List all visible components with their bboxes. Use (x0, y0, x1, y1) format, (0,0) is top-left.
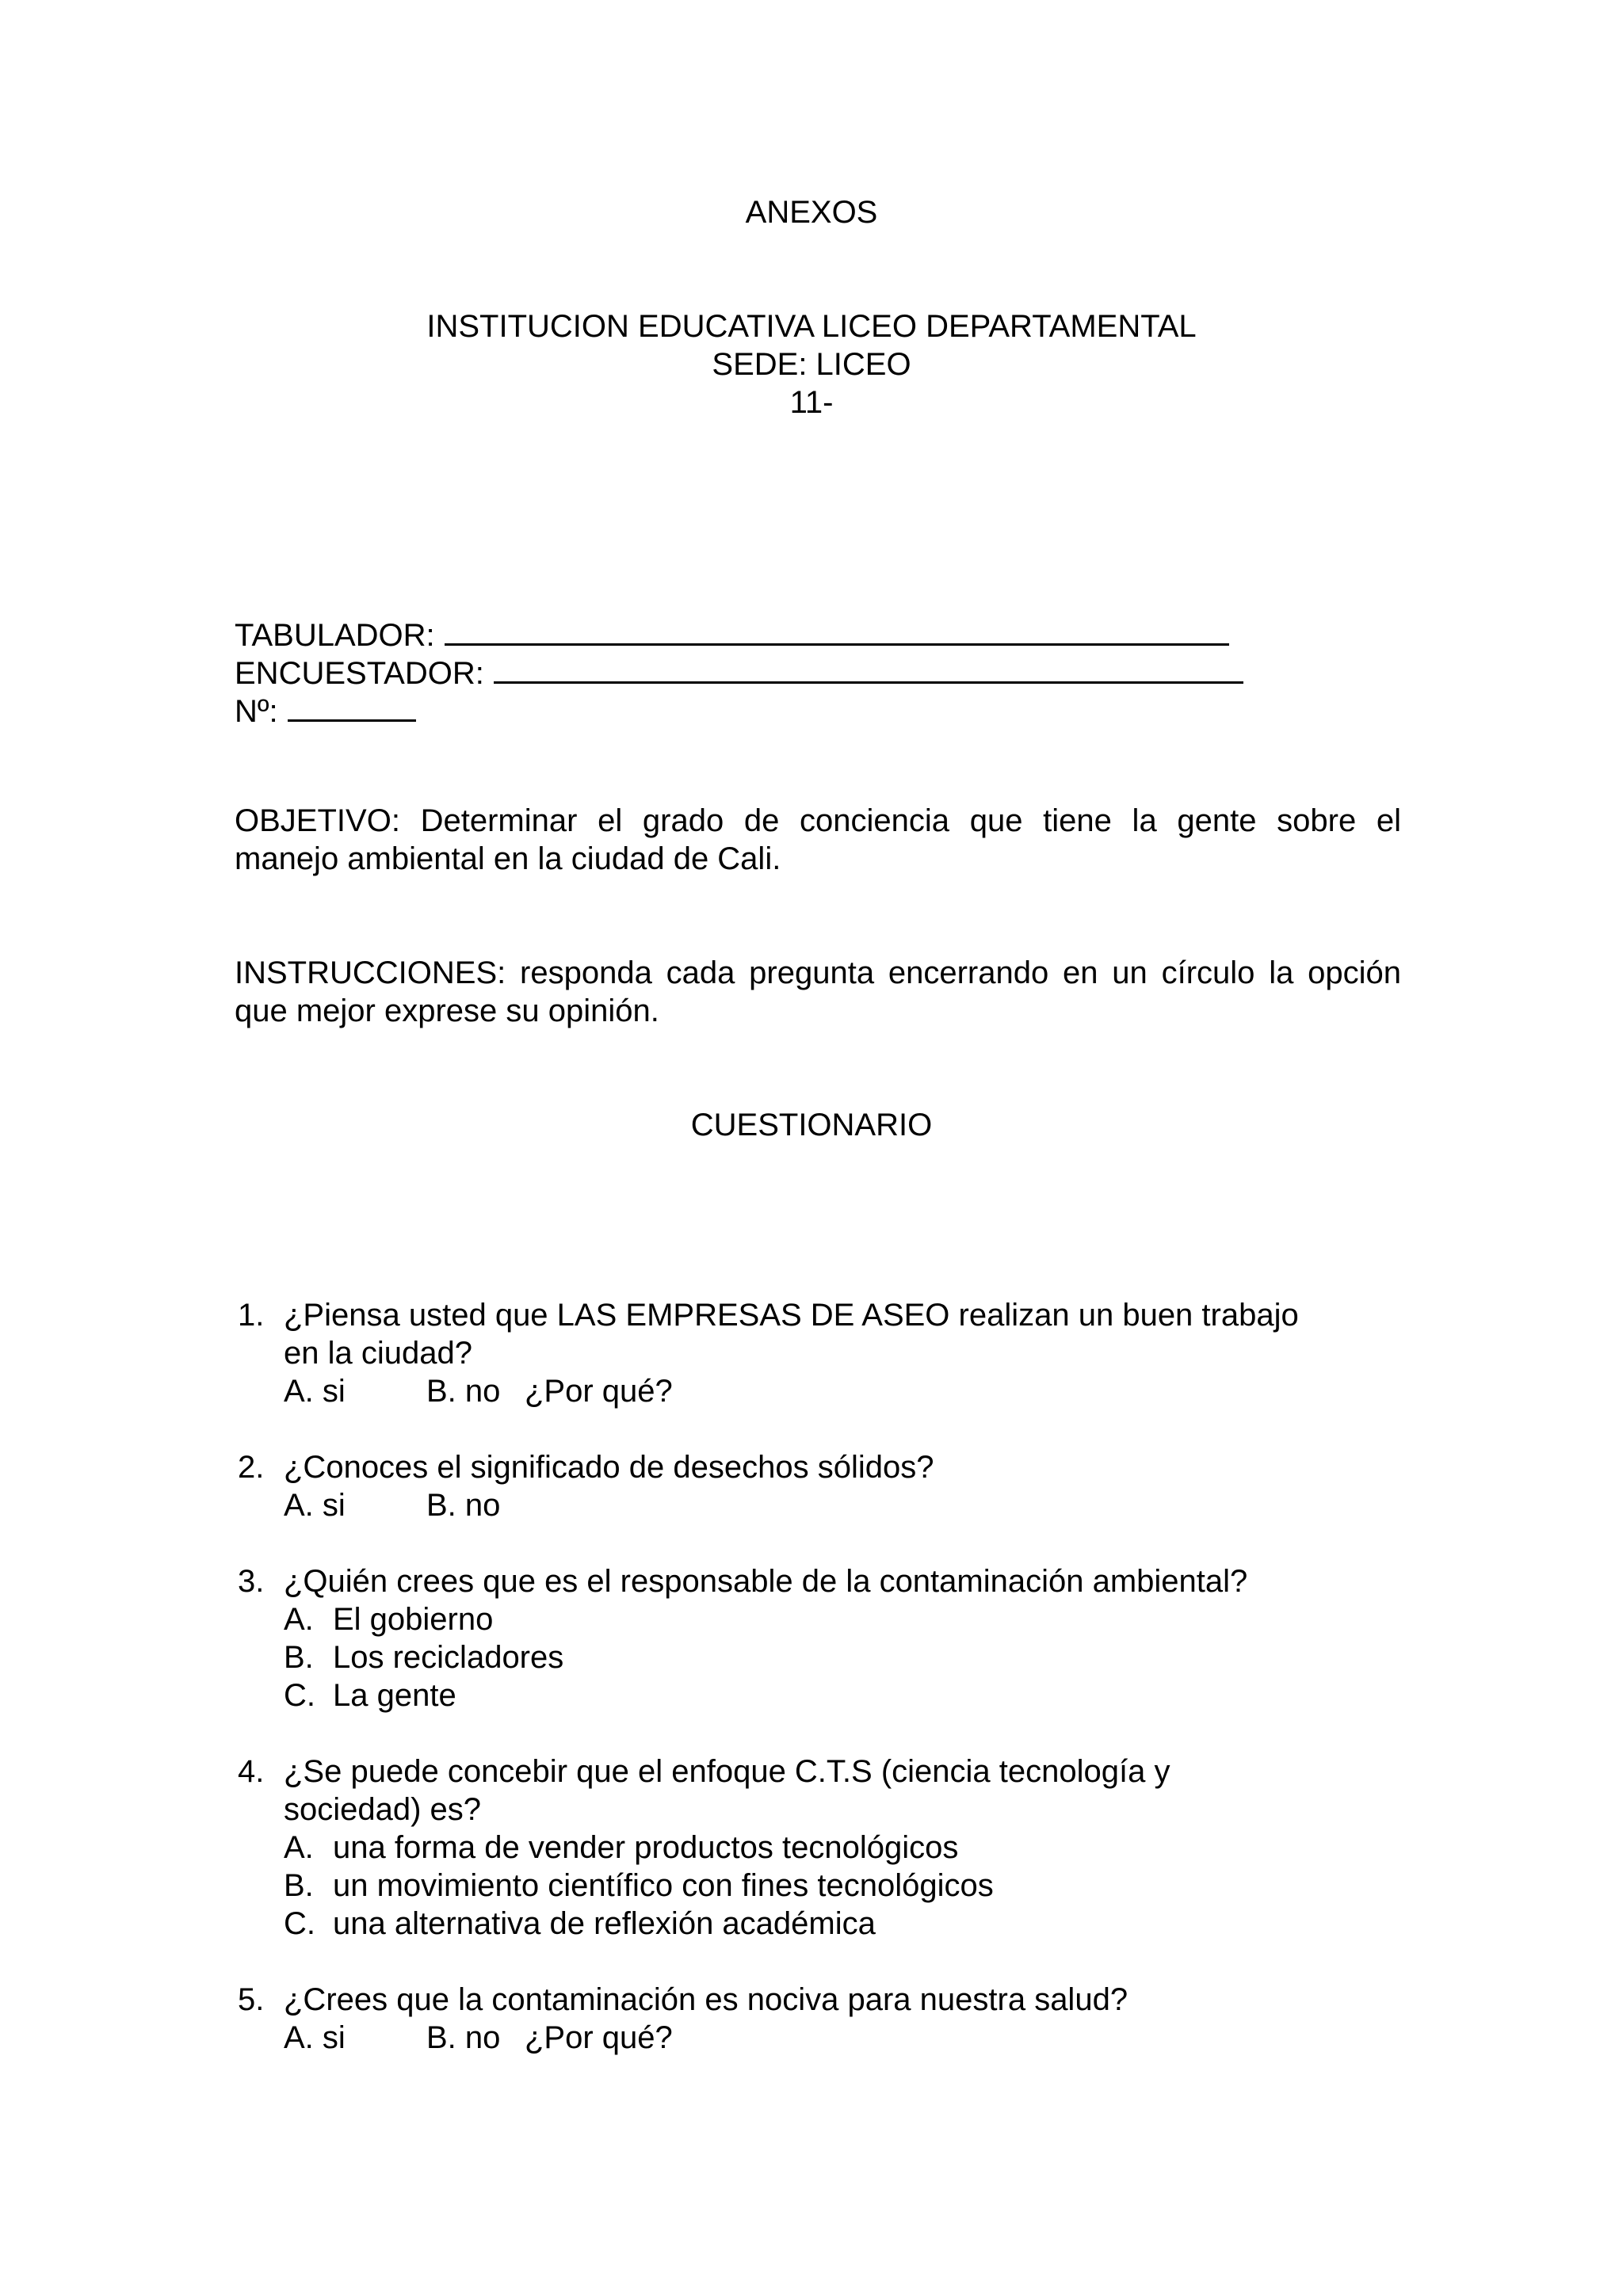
answer-option-b[interactable]: B. no (426, 1488, 501, 1523)
question-text-line-1: ¿Crees que la contaminación es nociva para nuestra salud? (284, 1982, 1128, 2017)
question-text-line-2: sociedad) es? (284, 1792, 482, 1827)
option-letter: C. (284, 1906, 315, 1941)
why-prompt: ¿Por qué? (525, 1374, 673, 1409)
option-text: un movimiento científico con fines tecnológicos (333, 1868, 994, 1903)
numero-field[interactable] (235, 688, 416, 730)
option-letter: C. (284, 1678, 315, 1713)
question-text-line-1: ¿Quién crees que es el responsable de la contaminación ambiental? (284, 1564, 1248, 1599)
answer-option-b[interactable] (284, 1867, 1401, 1905)
question-2 (238, 1448, 1401, 1486)
tabulador-field[interactable] (235, 612, 1229, 654)
option-letter: A. (284, 1602, 314, 1637)
question-4-options (284, 1829, 1401, 1943)
option-text: una alternativa de reflexión académica (333, 1906, 876, 1941)
objetivo-line-2: manejo ambiental en la ciudad de Cali. (235, 841, 781, 876)
answer-option-b[interactable]: B. no (426, 2020, 501, 2055)
answer-option-b[interactable] (284, 1638, 1401, 1676)
numero-blank-line[interactable] (288, 688, 416, 722)
answer-option-c[interactable] (284, 1676, 1401, 1714)
answer-option-c[interactable] (284, 1905, 1401, 1943)
question-number: 1. (238, 1298, 265, 1333)
why-prompt: ¿Por qué? (525, 2020, 673, 2055)
question-text-line-2: en la ciudad? (284, 1336, 472, 1371)
tabulador-blank-line[interactable] (445, 612, 1229, 646)
question-3 (238, 1562, 1401, 1600)
objetivo-line-1: OBJETIVO: Determinar el grado de conciencia que tiene la gente sobre el (235, 803, 1401, 838)
option-text: El gobierno (333, 1602, 494, 1637)
question-text-line-1: ¿Piensa usted que LAS EMPRESAS DE ASEO realizan un buen trabajo (284, 1298, 1299, 1333)
option-text: La gente (333, 1678, 456, 1713)
answer-option-a[interactable]: A. si (284, 2020, 346, 2055)
question-number: 3. (238, 1564, 265, 1599)
encuestador-label: ENCUESTADOR: (235, 656, 484, 691)
numero-label: Nº: (235, 694, 278, 729)
answer-option-a[interactable]: A. si (284, 1488, 346, 1523)
question-4 (238, 1753, 1401, 1829)
option-text: Los recicladores (333, 1640, 564, 1675)
encuestador-field[interactable] (235, 650, 1243, 692)
question-1 (238, 1296, 1401, 1372)
question-text-line-1: ¿Se puede concebir que el enfoque C.T.S (ciencia tecnología y (284, 1754, 1170, 1789)
objetivo-paragraph (235, 802, 1401, 878)
answer-option-a[interactable]: A. si (284, 1374, 346, 1409)
option-letter: B. (284, 1640, 314, 1675)
option-letter: A. (284, 1830, 314, 1865)
option-letter: B. (284, 1868, 314, 1903)
encuestador-blank-line[interactable] (494, 650, 1243, 684)
tabulador-label: TABULADOR: (235, 618, 435, 653)
answer-option-a[interactable] (284, 1600, 1401, 1638)
instrucciones-line-1: INSTRUCCIONES: responda cada pregunta encerrando en un círculo la opción (235, 955, 1401, 990)
annex-title: ANEXOS (745, 195, 878, 230)
question-5 (238, 1981, 1401, 2019)
cuestionario-title: CUESTIONARIO (690, 1108, 933, 1142)
question-number: 5. (238, 1982, 265, 2017)
option-text: una forma de vender productos tecnológicos (333, 1830, 959, 1865)
answer-option-b[interactable]: B. no (426, 1374, 501, 1409)
instrucciones-paragraph (235, 954, 1401, 1030)
grade-label: 11- (789, 385, 834, 420)
campus-name: SEDE: LICEO (712, 347, 911, 382)
question-number: 2. (238, 1450, 265, 1485)
question-text-line-1: ¿Conoces el significado de desechos sólidos? (284, 1450, 934, 1485)
institution-name: INSTITUCION EDUCATIVA LICEO DEPARTAMENTAL (426, 309, 1197, 344)
question-3-options (284, 1600, 1401, 1714)
answer-option-a[interactable] (284, 1829, 1401, 1867)
instrucciones-line-2: que mejor exprese su opinión. (235, 994, 659, 1028)
question-number: 4. (238, 1754, 265, 1789)
